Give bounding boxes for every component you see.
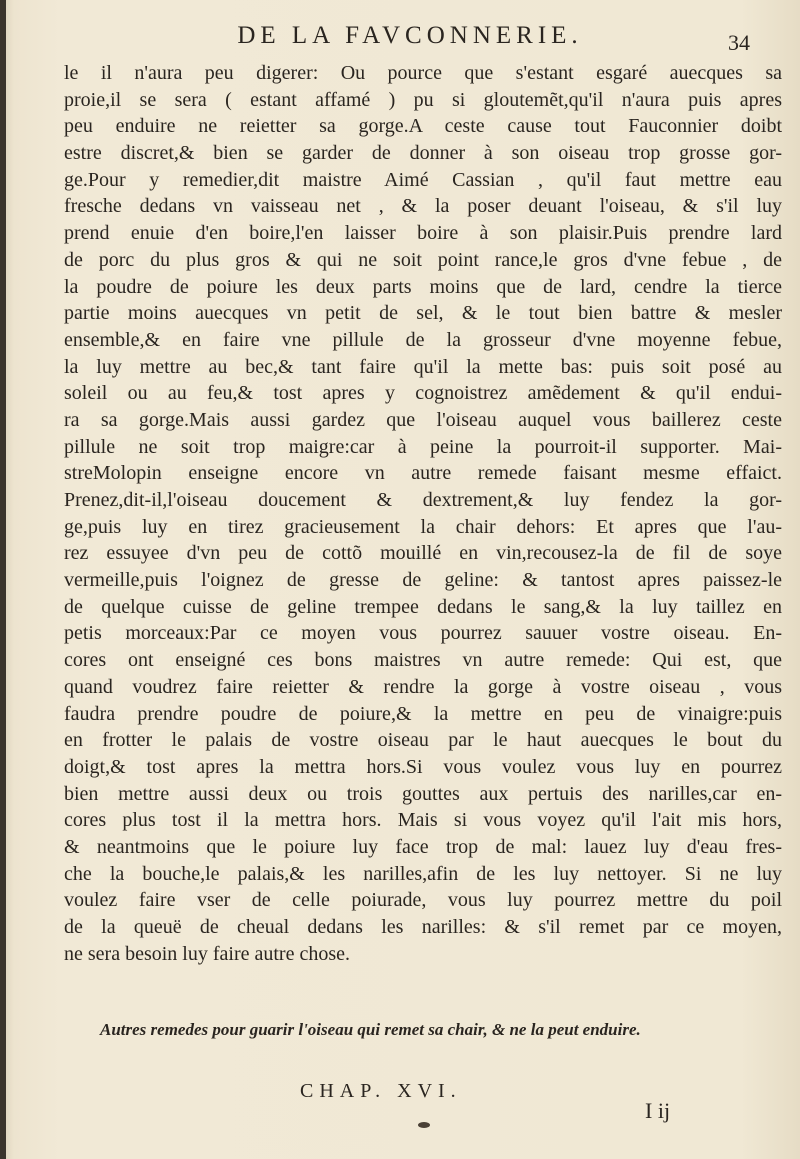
text-line: estre discret,& bien se garder de donner à son oiseau trop grosse gor-	[64, 142, 782, 165]
text-line: petis morceaux:Par ce moyen vous pourrez sauuer vostre oiseau. En-	[64, 622, 782, 645]
text-line: cores plus tost il la mettra hors. Mais si vous voyez qu'il l'ait mis hors,	[64, 809, 782, 832]
text-line: ge.Pour y remedier,dit maistre Aimé Cassian , qu'il faut mettre eau	[64, 168, 782, 191]
text-line: & neantmoins que le poiure luy face trop de mal: lauez luy d'eau fres-	[64, 835, 782, 858]
text-line: la luy mettre au bec,& tant faire qu'il la mette bas: puis soit posé au	[64, 355, 782, 378]
text-line: fresche dedans vn vaisseau net , & la poser deuant l'oiseau, & s'il luy	[64, 195, 782, 218]
text-line: en frotter le palais de vostre oiseau par le haut auecques le bout du	[64, 729, 782, 752]
text-line: le il n'aura peu digerer: Ou pource que s'estant esgaré auecques sa	[64, 62, 782, 84]
chapter-subtitle: Autres remedes pour guarir l'oiseau qui remet sa chair, & ne la peut enduire.	[100, 1020, 641, 1039]
text-line: streMolopin enseigne encore vn autre remede faisant mesme effaict.	[64, 462, 782, 485]
text-line: cores ont enseigné ces bons maistres vn autre remede: Qui est, que	[64, 649, 782, 672]
text-line: ensemble,& en faire vne pillule de la grosseur d'vne moyenne febue,	[64, 328, 782, 351]
text-line: quand voudrez faire reietter & rendre la gorge à vostre oiseau , vous	[64, 675, 782, 698]
text-line: pillule ne soit trop maigre:car à peine la pourroit-il supporter. Mai-	[64, 435, 782, 458]
text-line: voulez faire vser de celle poiurade, vous luy pourrez mettre du poil	[64, 889, 782, 912]
text-line: de porc du plus gros & qui ne soit point rance,le gros d'vne febue , de	[64, 248, 782, 271]
book-spine-edge	[0, 0, 6, 1159]
signature-mark: I ij	[645, 1098, 671, 1123]
text-line: bien mettre aussi deux ou trois gouttes aux pertuis des narilles,car en-	[64, 782, 782, 805]
text-line: partie moins auecques vn petit de sel, & le tout bien battre & mesler	[64, 302, 782, 325]
text-line: faudra prendre poudre de poiure,& la mettre en peu de vinaigre:puis	[64, 702, 782, 725]
text-line: doigt,& tost apres la mettra hors.Si vous voulez vous luy en pourrez	[64, 755, 782, 778]
text-line: de quelque cuisse de geline trempee dedans le sang,& la luy taillez en	[64, 595, 782, 618]
text-line: ge,puis luy en tirez gracieusement la chair dehors: Et apres que l'au-	[64, 515, 782, 538]
text-line: rez essuyee d'vn peu de cottõ mouillé en vin,recousez-la de fil de soye	[64, 542, 782, 565]
text-line: de la queuë de cheual dedans les narilles: & s'il remet par ce moyen,	[64, 916, 782, 938]
text-line: la poudre de poiure les deux parts moins que de lard, cendre la tierce	[64, 275, 782, 298]
running-header: DE LA FAVCONNERIE.	[237, 22, 583, 49]
text-line: che la bouche,le palais,& les narilles,afin de les luy nettoyer. Si ne luy	[64, 862, 782, 885]
body-text	[64, 60, 782, 967]
page-number: 34	[728, 30, 750, 55]
ink-blot-icon	[418, 1122, 430, 1128]
text-line: peu enduire ne reietter sa gorge.A ceste cause tout Fauconnier doibt	[64, 115, 782, 138]
text-line: Prenez,dit-il,l'oiseau doucement & dextrement,& luy fendez la gor-	[64, 489, 782, 511]
text-line: ne sera besoin luy faire autre chose.	[64, 942, 350, 965]
text-line: prend enuie d'en boire,l'en laisser boire à son plaisir.Puis prendre lard	[64, 222, 782, 245]
text-line: proie,il se sera ( estant affamé ) pu si gloutemẽt,qu'il n'aura puis apres	[64, 88, 782, 111]
text-line: soleil ou au feu,& tost apres y cognoistrez amẽdement & qu'il endui-	[64, 382, 782, 405]
text-line: ra sa gorge.Mais aussi gardez que l'oiseau auquel vous baillerez ceste	[64, 408, 782, 431]
chapter-heading: CHAP. XVI.	[300, 1080, 462, 1102]
text-line: vermeille,puis l'oignez de gresse de geline: & tantost apres paissez-le	[64, 569, 782, 592]
